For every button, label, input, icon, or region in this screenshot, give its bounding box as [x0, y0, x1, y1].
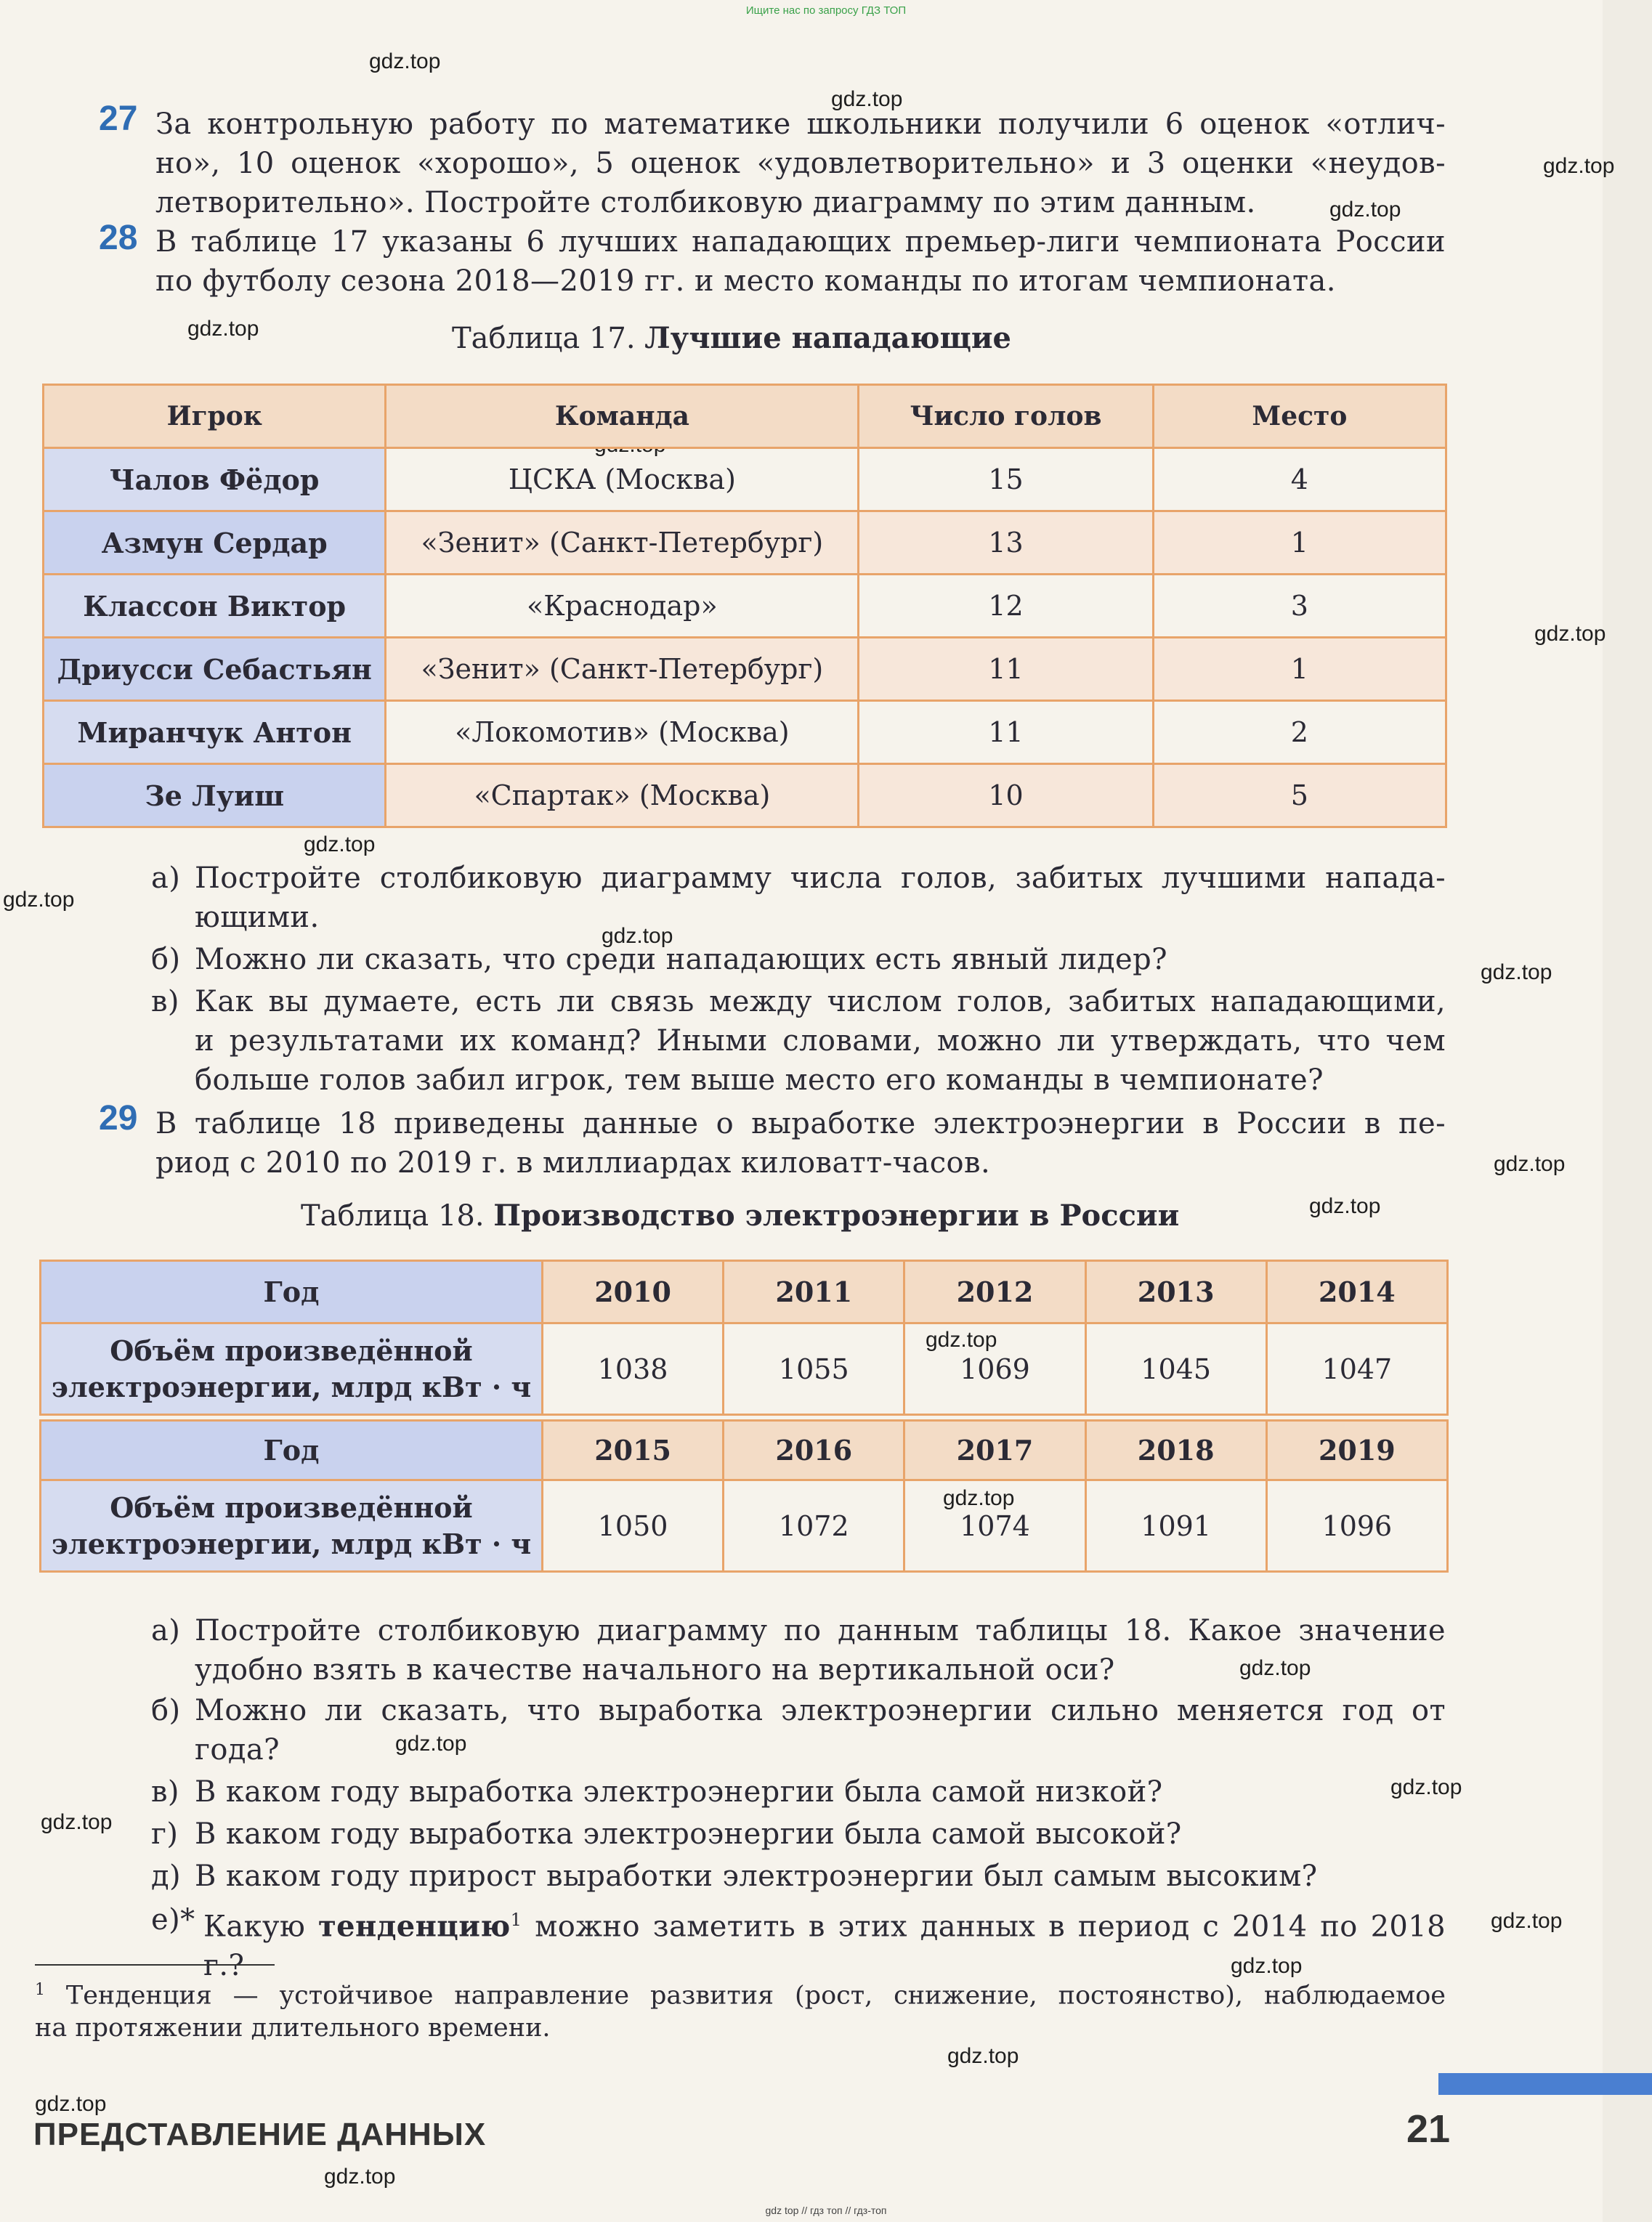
value-cell: 1045	[1085, 1323, 1266, 1415]
watermark: gdz.top	[35, 2092, 107, 2116]
text-line: В каком году выработка электроэнергии была самой низкой?	[195, 1775, 1163, 1809]
text-line: по футболу сезона 2018—2019 гг. и место команды по итогам чемпионата.	[155, 264, 1336, 298]
year-label-cell: Год	[41, 1261, 543, 1323]
text-before: Какую	[203, 1910, 306, 1944]
text-line: В каком году прирост выработки электроэнергии был самым высоким?	[195, 1860, 1318, 1893]
text-line: риод с 2010 по 2019 г. в миллиардах киловатт-часов.	[155, 1146, 991, 1180]
place-cell: 4	[1153, 448, 1446, 511]
question-label: в)	[151, 1775, 179, 1809]
question-label: г)	[151, 1817, 179, 1851]
table-row	[44, 764, 1446, 827]
watermark: gdz.top	[1390, 1775, 1462, 1799]
goals-cell: 10	[859, 764, 1153, 827]
header-player: Игрок	[44, 385, 386, 448]
team-cell: ЦСКА (Москва)	[386, 448, 859, 511]
question-28a	[151, 859, 1446, 937]
value-cell: 1050	[543, 1480, 724, 1572]
text-line: Можно ли сказать, что среди нападающих есть явный лидер?	[195, 943, 1167, 976]
goals-cell: 12	[859, 575, 1153, 638]
question-label: в)	[151, 985, 179, 1018]
table-18-part-1	[39, 1260, 1449, 1416]
team-cell: «Локомотив» (Москва)	[386, 701, 859, 764]
watermark: gdz.top	[324, 2165, 396, 2189]
text-line: больше голов забил игрок, тем выше место его команды в чемпионате?	[195, 1063, 1324, 1097]
table-row	[44, 575, 1446, 638]
caption-prefix: Таблица 18.	[301, 1199, 485, 1233]
player-cell: Азмун Сердар	[44, 511, 386, 575]
goals-cell: 15	[859, 448, 1153, 511]
page-number: 21	[1406, 2107, 1451, 2151]
text-line: и результатами их команд? Иными словами, можно ли утверждать, что чем	[195, 1024, 1446, 1058]
goals-cell: 11	[859, 701, 1153, 764]
year-cell: 2017	[904, 1421, 1085, 1480]
value-label-cell	[41, 1323, 543, 1415]
watermark: gdz.top	[947, 2044, 1019, 2068]
value-cell: 1047	[1266, 1323, 1447, 1415]
table-18-caption	[301, 1199, 1179, 1233]
watermark: gdz.top	[602, 924, 673, 948]
table-header-row	[44, 385, 1446, 448]
text-line: В каком году выработка электроэнергии была самой высокой?	[195, 1817, 1182, 1851]
table-17-top-strikers	[42, 384, 1447, 828]
value-cell: 1074	[904, 1480, 1085, 1572]
player-cell: Чалов Фёдор	[44, 448, 386, 511]
watermark: gdz.top	[304, 832, 376, 856]
value-cell: 1069	[904, 1323, 1085, 1415]
place-cell: 5	[1153, 764, 1446, 827]
problem-29-text	[155, 1104, 1446, 1183]
team-cell: «Зенит» (Санкт-Петербург)	[386, 511, 859, 575]
footnote	[35, 1974, 1446, 2044]
watermark: gdz.top	[943, 1486, 1015, 1510]
header-goals: Число голов	[859, 385, 1153, 448]
text-line: В таблице 17 указаны 6 лучших нападающих премьер-лиги чемпионата России	[155, 225, 1446, 259]
years-row	[41, 1261, 1448, 1323]
year-cell: 2016	[724, 1421, 904, 1480]
player-cell: Дриусси Себастьян	[44, 638, 386, 701]
text-line: За контрольную работу по математике школьники получили 6 оценок «отлич-	[155, 108, 1446, 141]
watermark: gdz.top	[1494, 1152, 1566, 1176]
place-cell: 3	[1153, 575, 1446, 638]
year-cell: 2018	[1085, 1421, 1266, 1480]
team-cell: «Зенит» (Санкт-Петербург)	[386, 638, 859, 701]
question-label: а)	[151, 1614, 181, 1647]
player-cell: Классон Виктор	[44, 575, 386, 638]
value-cell: 1096	[1266, 1480, 1447, 1572]
team-cell: «Спартак» (Москва)	[386, 764, 859, 827]
watermark: gdz.top	[187, 317, 259, 341]
section-title: ПРЕДСТАВЛЕНИЕ ДАННЫХ	[33, 2117, 487, 2152]
label-line: электроэнергии, млрд кВт · ч	[51, 1370, 532, 1403]
problem-number-29: 29	[99, 1099, 138, 1138]
year-cell: 2019	[1266, 1421, 1447, 1480]
footnote-ref: 1	[510, 1910, 522, 1930]
question-label: б)	[151, 943, 181, 976]
question-28b	[151, 940, 1446, 979]
term-tendency: тенденцию	[317, 1909, 511, 1944]
watermark: gdz.top	[1309, 1194, 1381, 1218]
table-row	[44, 448, 1446, 511]
question-label: е)*	[151, 1903, 195, 1937]
bottom-banner: gdz top // гдз топ // гдз-топ	[765, 2205, 887, 2216]
goals-cell: 13	[859, 511, 1153, 575]
page-spine-shadow	[1603, 0, 1652, 2222]
year-cell: 2010	[543, 1261, 724, 1323]
team-cell: «Краснодар»	[386, 575, 859, 638]
question-29b	[151, 1691, 1446, 1769]
problem-28-text	[155, 222, 1446, 301]
question-29f-text	[151, 1900, 1446, 1985]
player-cell: Зе Луиш	[44, 764, 386, 827]
question-label: а)	[151, 861, 181, 895]
watermark: gdz.top	[395, 1732, 467, 1756]
watermark: gdz.top	[1543, 154, 1615, 178]
footnote-mark: 1	[35, 1981, 45, 1999]
question-label: б)	[151, 1694, 181, 1727]
text-line: Постройте столбиковую диаграмму числа голов, забитых лучшими напада-	[195, 861, 1446, 895]
year-cell: 2011	[724, 1261, 904, 1323]
problem-number-27: 27	[99, 100, 138, 138]
label-line: Объём произведённой	[110, 1334, 473, 1367]
question-29d	[151, 1815, 1446, 1854]
goals-cell: 11	[859, 638, 1153, 701]
value-cell: 1091	[1085, 1480, 1266, 1572]
text-line: В таблице 18 приведены данные о выработке электроэнергии в России в пе-	[155, 1107, 1446, 1140]
watermark: gdz.top	[1534, 622, 1606, 646]
label-line: Объём произведённой	[110, 1491, 473, 1524]
watermark: gdz.top	[1491, 1909, 1563, 1933]
question-29c	[151, 1772, 1446, 1812]
question-28c	[151, 982, 1446, 1100]
question-29f	[151, 1900, 1446, 1985]
caption-title: Лучшие нападающие	[644, 321, 1011, 355]
text-after: можно заметить в этих данных в период с 2014 по 2018 г.?	[203, 1910, 1446, 1983]
table-row	[44, 638, 1446, 701]
place-cell: 1	[1153, 638, 1446, 701]
year-cell: 2012	[904, 1261, 1085, 1323]
year-cell: 2014	[1266, 1261, 1447, 1323]
year-label-cell: Год	[41, 1421, 543, 1480]
caption-prefix: Таблица 17.	[452, 322, 636, 355]
values-row	[41, 1323, 1448, 1415]
problem-27-text	[155, 105, 1446, 222]
text-line: летворительно». Постройте столбиковую диаграмму по этим данным.	[155, 186, 1256, 219]
watermark: gdz.top	[1231, 1954, 1303, 1978]
problem-number-28: 28	[99, 219, 138, 257]
place-cell: 1	[1153, 511, 1446, 575]
value-label-cell	[41, 1480, 543, 1572]
footnote-line-1	[35, 1974, 1446, 2012]
caption-title: Производство электроэнергии в России	[493, 1199, 1180, 1233]
header-team: Команда	[386, 385, 859, 448]
question-29a	[151, 1611, 1446, 1690]
place-cell: 2	[1153, 701, 1446, 764]
watermark: gdz.top	[3, 888, 75, 912]
question-label: д)	[151, 1860, 182, 1893]
player-cell: Миранчук Антон	[44, 701, 386, 764]
table-17-caption	[452, 321, 1011, 355]
watermark: gdz.top	[41, 1810, 113, 1834]
values-row	[41, 1480, 1448, 1572]
years-row	[41, 1421, 1448, 1480]
table-row	[44, 511, 1446, 575]
section-color-tab	[1438, 2073, 1652, 2095]
footnote-text: Тенденция — устойчивое направление развития (рост, снижение, постоянство), наблюдаемое	[65, 1981, 1446, 2011]
year-cell: 2013	[1085, 1261, 1266, 1323]
year-cell: 2015	[543, 1421, 724, 1480]
text-line: года?	[195, 1733, 280, 1767]
footnote-divider	[35, 1964, 275, 1966]
watermark: gdz.top	[926, 1328, 997, 1352]
watermark: gdz.top	[831, 87, 903, 111]
value-cell: 1038	[543, 1323, 724, 1415]
watermark: gdz.top	[1329, 198, 1401, 222]
text-line: удобно взять в качестве начального на вертикальной оси?	[195, 1653, 1115, 1687]
table-row	[44, 701, 1446, 764]
text-line: Можно ли сказать, что выработка электроэнергии сильно меняется год от	[195, 1694, 1446, 1727]
question-29e	[151, 1857, 1446, 1896]
watermark: gdz.top	[369, 49, 441, 73]
footnote-line-2: на протяжении длительного времени.	[35, 2013, 551, 2043]
label-line: электроэнергии, млрд кВт · ч	[51, 1527, 532, 1560]
text-line: Постройте столбиковую диаграмму по данным таблицы 18. Какое значение	[195, 1614, 1446, 1647]
header-place: Место	[1153, 385, 1446, 448]
value-cell: 1055	[724, 1323, 904, 1415]
text-line: ющими.	[195, 901, 320, 934]
watermark: gdz.top	[1481, 960, 1552, 984]
text-line: Как вы думаете, есть ли связь между числом голов, забитых нападающими,	[195, 985, 1446, 1018]
value-cell: 1072	[724, 1480, 904, 1572]
text-line: но», 10 оценок «хорошо», 5 оценок «удовлетворительно» и 3 оценки «неудов-	[155, 147, 1446, 180]
table-18-part-2	[39, 1419, 1449, 1573]
watermark: gdz.top	[1239, 1656, 1311, 1680]
top-banner: Ищите нас по запросу ГДЗ ТОП	[745, 4, 907, 17]
